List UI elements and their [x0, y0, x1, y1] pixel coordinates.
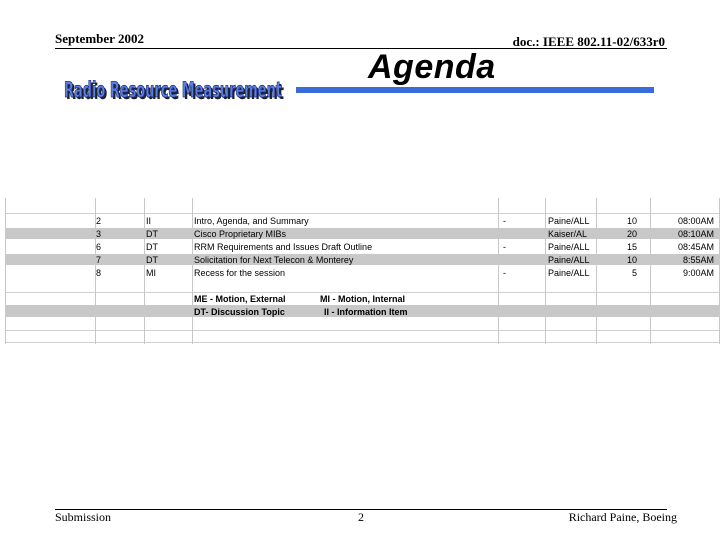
footer-author: Richard Paine, Boeing [568, 510, 677, 524]
item-owner: Paine/ALL [548, 216, 590, 226]
item-time: 8:55AM [683, 255, 715, 265]
item-owner: Paine/ALL [548, 268, 590, 278]
item-time: 08:10AM [678, 229, 715, 239]
item-number: 8 [96, 268, 102, 278]
page-title: Agenda [368, 48, 496, 86]
item-owner: Paine/ALL [548, 255, 590, 265]
item-topic: Cisco Proprietary MIBs [194, 229, 287, 239]
item-type: DT [146, 229, 158, 239]
legend-left: DT- Discussion Topic [194, 307, 285, 317]
logo-text: Radio Resource Measurement [64, 78, 282, 102]
header-rule [55, 48, 667, 49]
item-minutes: 20 [627, 229, 638, 239]
footer-page-number: 2 [358, 510, 364, 524]
item-time: 08:00AM [678, 216, 715, 226]
item-dash: - [503, 268, 506, 278]
item-number: 7 [96, 255, 102, 265]
item-number: 6 [96, 242, 102, 252]
row-band [5, 228, 720, 239]
item-dash: - [503, 242, 506, 252]
item-owner: Paine/ALL [548, 242, 590, 252]
item-type: II [146, 216, 152, 226]
item-dash: - [503, 216, 506, 226]
item-minutes: 10 [627, 216, 638, 226]
item-minutes: 15 [627, 242, 638, 252]
item-type: DT [146, 242, 158, 252]
item-topic: Recess for the session [194, 268, 286, 278]
row-band [5, 254, 720, 265]
legend-right: MI - Motion, Internal [320, 294, 405, 304]
item-time: 08:45AM [678, 242, 715, 252]
legend-right: II - Information Item [324, 307, 408, 317]
item-owner: Kaiser/AL [548, 229, 588, 239]
item-minutes: 5 [632, 268, 638, 278]
item-number: 2 [96, 216, 102, 226]
item-topic: Intro, Agenda, and Summary [194, 216, 309, 226]
title-accent-rule [296, 87, 654, 93]
legend-left: ME - Motion, External [194, 294, 286, 304]
item-minutes: 10 [627, 255, 638, 265]
header-date: September 2002 [55, 31, 144, 46]
item-number: 3 [96, 229, 102, 239]
item-topic: Solicitation for Next Telecon & Monterey [194, 255, 354, 265]
radio-resource-measurement-logo [64, 78, 286, 104]
item-type: DT [146, 255, 158, 265]
agenda-table [5, 198, 720, 344]
item-time: 9:00AM [683, 268, 715, 278]
item-type: MI [146, 268, 156, 278]
footer-submission: Submission [55, 510, 112, 524]
header-doc-id: doc.: IEEE 802.11-02/633r0 [512, 34, 665, 49]
logo-shadow-text: Radio Resource Measurement [66, 80, 284, 104]
item-topic: RRM Requirements and Issues Draft Outline [194, 242, 373, 252]
